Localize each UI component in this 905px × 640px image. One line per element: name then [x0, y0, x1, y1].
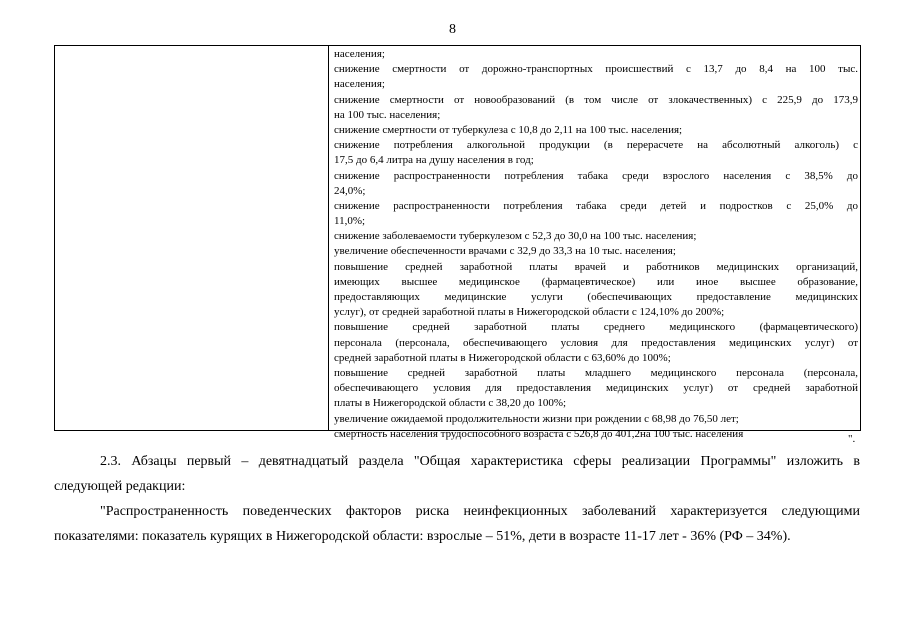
table-line: на 100 тыс. населения;: [334, 108, 441, 121]
table-line: повышение средней заработной платы младшего медицинского персонала (персонала,: [334, 366, 858, 379]
table-line: 11,0%;: [334, 215, 366, 228]
table-line: населения;: [334, 78, 385, 91]
table-line: снижение распространенности потребления табака среди детей и подростков с 25,0% до: [334, 199, 858, 212]
table-line: платы в Нижегородской области с 38,20 до 100%;: [334, 397, 567, 410]
table-line: снижение заболеваемости туберкулезом с 52,3 до 30,0 на 100 тыс. населения;: [334, 230, 697, 243]
indicators-table: [54, 45, 861, 440]
item-2-3-line-1: 2.3. Абзацы первый – девятнадцатый раздела "Общая характеристика сферы реализации Программы" изложить в: [100, 454, 860, 469]
table-line: снижение смертности от туберкулеза с 10,8 до 2,11 на 100 тыс. населения;: [334, 123, 683, 136]
column-divider: [328, 46, 329, 430]
table-line: снижение смертности от дорожно-транспортных происшествий с 13,7 до 8,4 на 100 тыс.: [334, 63, 858, 76]
table-line: населения;: [334, 48, 385, 60]
table-line: смертность населения трудоспособного возраста с 526,8 до 401,2на 100 тыс. населения: [334, 427, 744, 440]
table-line: средней заработной платы в Нижегородской области с 63,60% до 100%;: [334, 351, 671, 364]
page-number: 8: [449, 22, 456, 37]
closing-quote: ".: [848, 433, 856, 445]
table-line: повышение средней заработной платы врачей и работников медицинских организаций,: [334, 260, 858, 273]
table-line: обеспечивающего условия для предоставления медицинских услуг) от средней заработной: [334, 382, 858, 395]
table-line: 24,0%;: [334, 184, 366, 197]
table-line: снижение смертности от новообразований (в том числе от злокачественных) с 225,9 до 173,9: [334, 93, 858, 106]
table-line: повышение средней заработной платы среднего медицинского (фармацевтического): [334, 321, 858, 334]
table-line: услуг), от средней заработной платы в Нижегородской области с 124,10% до 200%;: [334, 306, 725, 319]
table-line: увеличение обеспеченности врачами с 32,9 до 33,3 на 10 тыс. населения;: [334, 245, 676, 258]
item-2-3-line-2: следующей редакции:: [54, 479, 186, 494]
table-line: снижение потребления алкогольной продукции (в перерасчете на абсолютный алкоголь) с: [334, 139, 858, 152]
quoted-paragraph-line-1: "Распространенность поведенческих факторов риска неинфекционных заболеваний характеризуется следующими: [100, 504, 860, 519]
table-cell-targets: [334, 47, 858, 442]
table-line: предоставляющих медицинские услуги (обеспечивающих предоставление медицинских: [334, 291, 858, 303]
table-line: увеличение ожидаемой продолжительности жизни при рождении с 68,98 до 76,50 лет;: [334, 412, 739, 425]
table-line: персонала (персонала, обеспечивающего условия для предоставления медицинских услуг) от: [334, 336, 858, 349]
table-line: 17,5 до 6,4 литра на душу населения в год;: [334, 154, 534, 167]
table-line: снижение распространенности потребления табака среди взрослого населения с 38,5% до: [334, 169, 858, 182]
table-line: имеющих высшее медицинское (фармацевтическое) или иное высшее образование,: [334, 275, 858, 288]
quoted-paragraph-line-2: показателями: показатель курящих в Нижегородской области: взрослые – 51%, дети в возрасте 11-17 лет - 36% (РФ – 34%).: [54, 529, 791, 544]
